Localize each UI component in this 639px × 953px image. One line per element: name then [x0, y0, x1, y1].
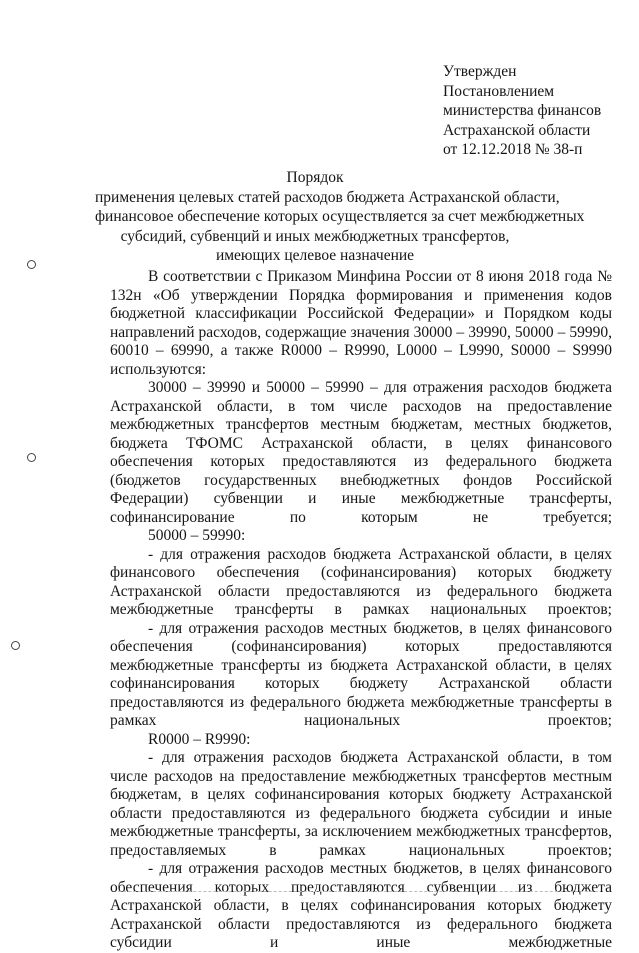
- approval-line: Астраханской области: [443, 121, 591, 139]
- title-line: субсидий, субвенций и иных межбюджетных трансфертов,: [120, 227, 510, 245]
- title-line: финансовое обеспечение которых осуществляется за счет межбюджетных: [95, 208, 585, 225]
- paragraph: - для отражения расходов местных бюджетов, в целях финансового обеспечения (софинансирования) которых предоставляются межбюджетные трансферты из бюджета Астраханской области, в целях софинансирования которых бюджету Астраханской области предоставляются из федерального бюджета межбюджетные трансферты в рамках национальных проектов;: [110, 619, 612, 729]
- title-line: имеющих целевое назначение: [215, 247, 415, 264]
- paragraph: 50000 – 59990:: [148, 527, 246, 544]
- document-title: [95, 168, 585, 266]
- document-body: [110, 268, 612, 953]
- page-edge-divider: [118, 891, 598, 893]
- approval-line: Утвержден: [443, 63, 517, 80]
- approval-line: министерства финансов: [443, 102, 602, 119]
- paragraph: 30000 – 39990 и 50000 – 59990 – для отражения расходов бюджета Астраханской области, в том числе расходов на предоставление межбюджетных трансфертов местным бюджетам, местных бюджетов, бюджета ТФОМС Астраханской области, в целях финансового обеспечения которых предоставляются из федерального бюджета (бюджетов государственных внебюджетных фондов Российской Федерации) субвенции и иные межбюджетные трансферты, софинансирование по которым не требуется;: [110, 379, 612, 526]
- title-line: применения целевых статей расходов бюджета Астраханской области,: [95, 188, 560, 206]
- paragraph: - для отражения расходов бюджета Астраханской области, в том числе расходов на предоставление межбюджетных трансфертов местным бюджетам, в целях софинансирования которых бюджету Астраханской области предоставляются из федерального бюджета субсидии и иные межбюджетные трансферты, за исключением межбюджетных трансфертов, предоставляемых в рамках национальных проектов;: [110, 749, 612, 859]
- punch-hole-icon: [27, 260, 36, 269]
- punch-hole-icon: [11, 641, 20, 650]
- paragraph: - для отражения расходов местных бюджетов, в целях финансового обеспечения которых предоставляются субвенции из бюджета Астраханской области, в целях софинансирования которых бюджету Астраханской области предоставляются из федерального бюджета субсидии и иные межбюджетные: [110, 860, 612, 951]
- paragraph: В соответствии с Приказом Минфина России от 8 июня 2018 года № 132н «Об утверждении Порядка формирования и применения кодов бюджетной классификации Российской Федерации» и Порядком коды направлений расходов, содержащие значения 30000 – 39990, 50000 – 59990, 60010 – 69990, а также R0000 – R9990, L0000 – L9990, S0000 – S9990 используются:: [110, 268, 612, 378]
- punch-hole-icon: [27, 453, 36, 462]
- title-heading: Порядок: [286, 169, 344, 186]
- approval-stamp: [443, 62, 601, 160]
- paragraph: - для отражения расходов бюджета Астраханской области, в целях финансового обеспечения (софинансирования) которых бюджету Астраханской области предоставляются из федерального бюджета межбюджетные трансферты в рамках национальных проектов;: [110, 545, 612, 618]
- paragraph: R0000 – R9990:: [148, 730, 251, 748]
- approval-line: от 12.12.2018 № 38-п: [443, 141, 583, 158]
- approval-line: Постановлением: [443, 82, 555, 100]
